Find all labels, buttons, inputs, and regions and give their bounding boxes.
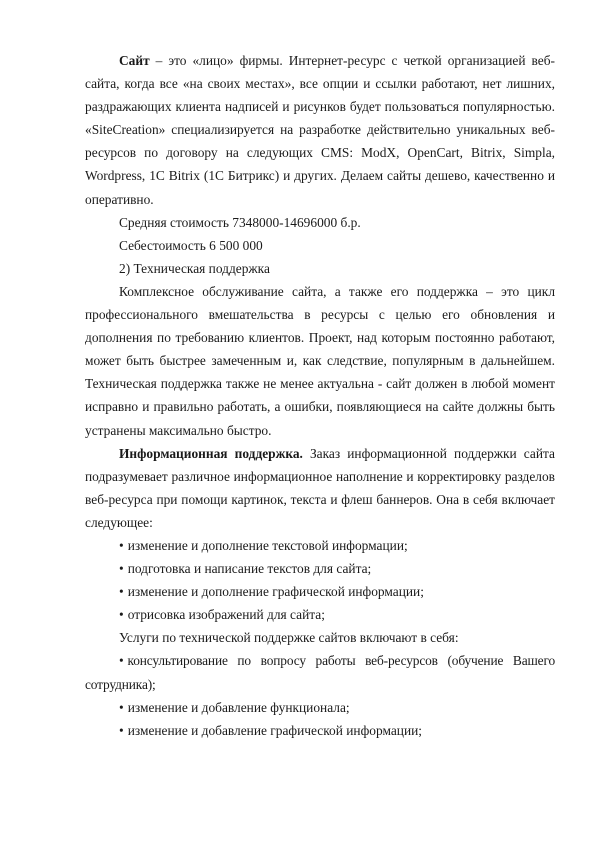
- paragraph-info-support: [85, 442, 555, 534]
- list-item: • подготовка и написание текстов для сайта;: [85, 557, 555, 580]
- term-info-support: Информационная поддержка.: [119, 445, 303, 461]
- section-heading-tech-support: 2) Техническая поддержка: [119, 260, 270, 276]
- services-intro-line: Услуги по технической поддержке сайтов включают в себя:: [119, 630, 459, 646]
- list-item: • консультирование по вопросу работы веб-ресурсов (обучение Вашего сотрудника);: [85, 649, 555, 695]
- average-cost-line: Средняя стоимость 7348000-14696000 б.р.: [119, 214, 361, 230]
- list-item: • отрисовка изображений для сайта;: [85, 603, 555, 626]
- list-item: • изменение и добавление графической информации;: [85, 719, 555, 742]
- document-page: [85, 49, 555, 742]
- list-item: • изменение и дополнение текстовой информации;: [85, 534, 555, 557]
- paragraph-site-text: – это «лицо» фирмы. Интернет-ресурс с четкой организацией веб-сайта, когда все «на своих местах», все опции и ссылки работают, нет лишних, раздражающих клиента надписей и рисунков будет пользоваться популярностью. «SiteCreation» специализируется на разработке действительно уникальных веб-ресурсов по договору на следующих CMS: ModX, OpenCart, Bitrix, Simpla, Wordpress, 1С Bitrix (1С Битрикс) и других. Делаем сайты дешево, качественно и оперативно.: [85, 53, 555, 207]
- list-item: • изменение и дополнение графической информации;: [85, 580, 555, 603]
- list-item: • изменение и добавление функционала;: [85, 696, 555, 719]
- paragraph-tech-support: Комплексное обслуживание сайта, а также его поддержка – это цикл профессионального вмешательства в ресурсы с целью его обновления и дополнения по требованию клиентов. Проект, над которым постоянно работают, может быть быстрее замеченным и, как следствие, популярным в дальнейшем. Техническая поддержка также не менее актуальна - сайт должен в любой момент исправно и правильно работать, а ошибки, появляющиеся на сайте должны быть устранены максимально быстро.: [85, 283, 555, 438]
- term-site: Сайт: [119, 53, 150, 68]
- paragraph-info-support-text: Заказ информационной поддержки сайта подразумевает различное информационное наполнение и корректировку разделов веб-ресурса при помощи картинок, текста и флеш баннеров. Она в себя включает следующее:: [85, 445, 555, 530]
- prime-cost-line: Себестоимость 6 500 000: [119, 237, 263, 253]
- paragraph-site: [85, 49, 555, 211]
